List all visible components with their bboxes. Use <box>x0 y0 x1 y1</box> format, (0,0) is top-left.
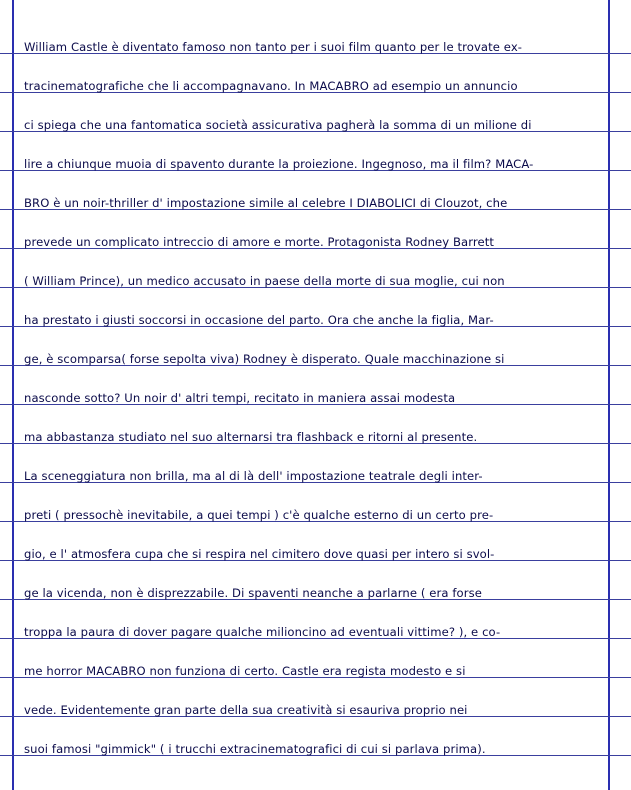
text-line: gio, e l' atmosfera cupa che si respira nel cimitero dove quasi per intero si svol- <box>24 547 495 561</box>
text-line: ci spiega che una fantomatica società assicurativa pagherà la somma di un milione di <box>24 118 532 132</box>
text-line: ma abbastanza studiato nel suo alternarsi tra flashback e ritorni al presente. <box>24 430 478 444</box>
text-line: ( William Prince), un medico accusato in paese della morte di sua moglie, cui non <box>24 274 505 288</box>
text-line: ge, è scomparsa( forse sepolta viva) Rodney è disperato. Quale macchinazione si <box>24 352 505 366</box>
text-line: nasconde sotto? Un noir d' altri tempi, recitato in maniera assai modesta <box>24 391 456 405</box>
text-line: me horror MACABRO non funziona di certo. Castle era regista modesto e si <box>24 664 466 678</box>
text-line: prevede un complicato intreccio di amore e morte. Protagonista Rodney Barrett <box>24 235 495 249</box>
text-line: troppa la paura di dover pagare qualche milioncino ad eventuali vittime? ), e co- <box>24 625 501 639</box>
text-line: BRO è un noir-thriller d' impostazione simile al celebre I DIABOLICI di Clouzot, che <box>24 196 508 210</box>
text-line: vede. Evidentemente gran parte della sua creatività si esauriva proprio nei <box>24 703 468 717</box>
text-line: lire a chiunque muoia di spavento durante la proiezione. Ingegnoso, ma il film? MACA- <box>24 157 534 171</box>
text-line: ha prestato i giusti soccorsi in occasione del parto. Ora che anche la figlia, Mar- <box>24 313 494 327</box>
left-margin-line <box>12 0 14 790</box>
text-line: suoi famosi "gimmick" ( i trucchi extracinematografici di cui si parlava prima). <box>24 742 486 756</box>
text-line: ge la vicenda, non è disprezzabile. Di spaventi neanche a parlarne ( era forse <box>24 586 482 600</box>
text-line: tracinematografiche che li accompagnavano. In MACABRO ad esempio un annuncio <box>24 79 518 93</box>
text-line: William Castle è diventato famoso non tanto per i suoi film quanto per le trovate ex- <box>24 40 523 54</box>
text-line: La sceneggiatura non brilla, ma al di là dell' impostazione teatrale degli inter- <box>24 469 483 483</box>
text-line: preti ( pressochè inevitabile, a quei tempi ) c'è qualche esterno di un certo pre- <box>24 508 494 522</box>
